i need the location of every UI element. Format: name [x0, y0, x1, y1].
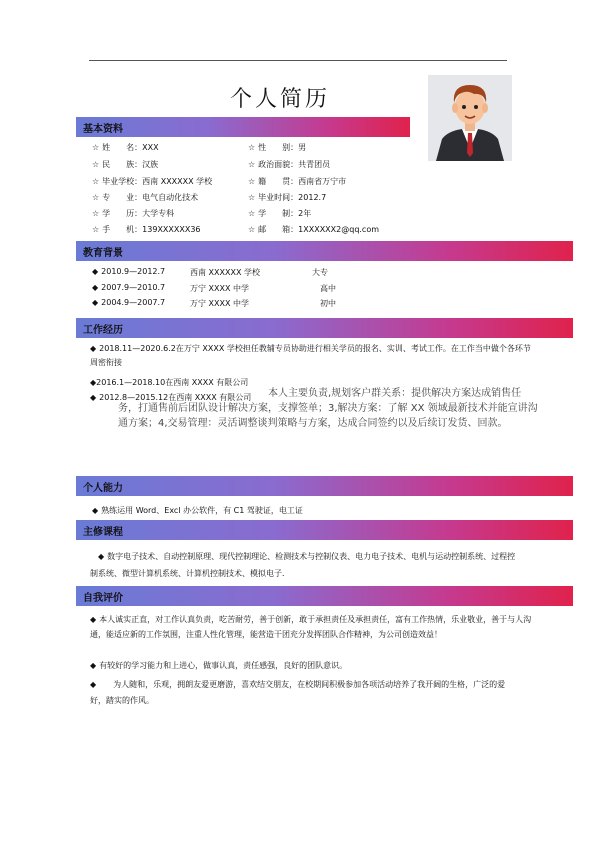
work-item-1: ◆ 2018.11—2020.6.2在万宁 XXXX 学校担任教辅专员协助进行相关学员的报名、实训、考试工作。在工作当中做个各环节周密衔接 — [90, 344, 531, 367]
section-header-work: 工作经历 — [76, 318, 573, 338]
education-level: 初中 — [320, 299, 336, 308]
work-item-2: ◆2016.1—2018.10在西南 XXXX 有限公司 — [90, 378, 249, 387]
basic-origin: ☆ 籍 贯：西南省万宁市 — [248, 177, 347, 186]
section-header-education: 教育背景 — [76, 241, 573, 261]
page-title: 个人简历 — [229, 87, 330, 112]
work-item-3-head: ◆ 2012.8—2015.12在西南 XXXX 有限公司 — [90, 393, 252, 402]
section-header-ability: 个人能力 — [76, 476, 573, 496]
basic-years: ☆ 学 制：2年 — [248, 209, 312, 218]
avatar-photo — [428, 75, 512, 161]
education-item: ◆ 2007.9—2010.7 — [92, 283, 166, 292]
self-eval-3: ◆ 为人随和，乐观，拥朗友爱更磨游，喜欢结交朋友，在校期间积极参加各项活动培养了我开阔的生格，广泛的爱好，踏实的作风。 — [90, 680, 506, 705]
courses-text: ◆ 数字电子技术、自动控制原理、现代控制理论、检测技术与控制仪表、电力电子技术、电机与运动控制系统、过程控制系统、微型计算机系统、计算机控制技术、模拟电子． — [90, 552, 516, 578]
basic-email: ☆ 邮 箱：1XXXXXX2@qq.com — [248, 225, 380, 234]
education-level: 大专 — [312, 268, 328, 277]
basic-politics: ☆ 政治面貌：共青团员 — [248, 160, 331, 169]
education-school: 万宁 XXXX 中学 — [190, 299, 250, 308]
education-item: ◆ 2010.9—2012.7 — [92, 267, 166, 276]
basic-school: ☆ 毕业学校：西南 XXXXXX 学校 — [92, 177, 213, 186]
section-header-courses: 主修课程 — [76, 520, 573, 540]
ability-text: ◆ 熟练运用 Word、Excl 办公软件，有 C1 驾驶证，电工证 — [92, 506, 303, 515]
education-item: ◆ 2004.9—2007.7 — [92, 298, 166, 307]
education-school: 西南 XXXXXX 学校 — [190, 268, 260, 277]
self-eval-1: ◆ 本人诚实正直，对工作认真负责，吃苦耐劳，善于创新，敢于承担责任及承担责任，富有工作热情，乐业敬业，善于与人沟通，能适应新的工作氛围，注重人性化管理，能营造干团充分发挥团队合作精神，为公司创造效益！ — [90, 615, 532, 639]
section-header-self: 自我评价 — [76, 586, 573, 606]
basic-gender: ☆ 性 别：男 — [248, 143, 307, 152]
work-item-3-desc: 本人主要负责,规划客户群关系：提供解决方案达成销售任务，打通售前后团队设计解决方案，支撑签单；3,解决方案：了解 XX 领域最新技术并能宣讲沟通方案；4,交易管理：灵活调整谈判策略与方案，达成合同签约以及后续订发货、回款。 — [118, 388, 538, 429]
section-header-basic: 基本资料 — [76, 117, 410, 137]
basic-name: ☆ 姓 名：XXX — [92, 143, 159, 152]
basic-gradtime: ☆ 毕业时间：2012.7 — [248, 193, 327, 202]
education-level: 高中 — [320, 284, 336, 293]
education-school: 万宁 XXXX 中学 — [190, 284, 250, 293]
basic-phone: ☆ 手 机：139XXXXXX36 — [92, 225, 201, 234]
basic-ethnic: ☆ 民 族：汉族 — [92, 160, 159, 169]
basic-degree: ☆ 学 历：大学专科 — [92, 209, 175, 218]
self-eval-2: ◆ 有较好的学习能力和上进心，做事认真，责任感强，良好的团队意识。 — [90, 661, 348, 670]
top-rule — [89, 60, 507, 61]
basic-major: ☆ 专 业：电气自动化技术 — [92, 193, 199, 202]
